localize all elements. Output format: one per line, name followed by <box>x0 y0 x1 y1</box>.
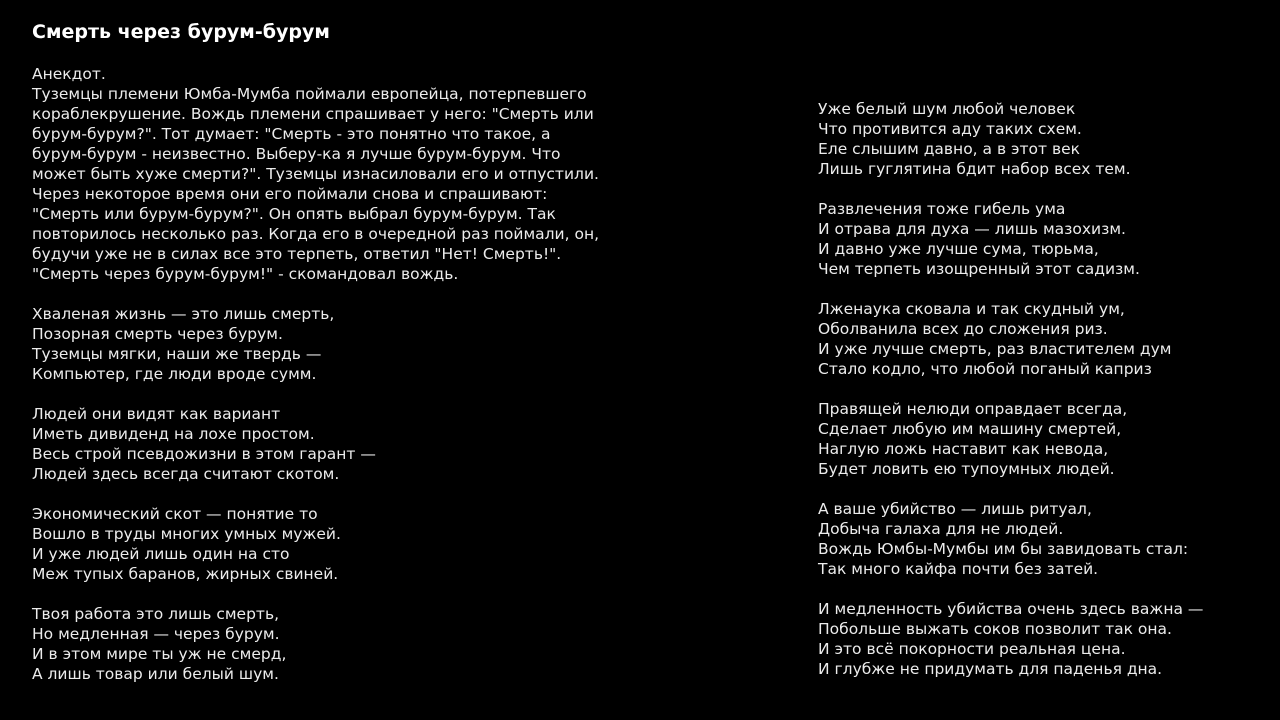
anecdote-line: может быть хуже смерти?". Туземцы изнасиловали его и отпустили. <box>32 165 599 183</box>
poem-stanza <box>818 399 1258 479</box>
poem-line: И отрава для духа — лишь мазохизм. <box>818 220 1126 238</box>
anecdote-line: кораблекрушение. Вождь племени спрашивает у него: "Смерть или <box>32 105 594 123</box>
poem-stanza <box>32 504 672 584</box>
poem-line: Будет ловить ею тупоумных людей. <box>818 460 1115 478</box>
poem-line: Сделает любую им машину смертей, <box>818 420 1122 438</box>
left-column <box>32 64 672 704</box>
poem-line: И уже людей лишь один на сто <box>32 545 290 563</box>
poem-line: Компьютер, где люди вроде сумм. <box>32 365 317 383</box>
poem-line: Экономический скот — понятие то <box>32 505 318 523</box>
poem-stanza <box>32 604 672 684</box>
page-title: Смерть через бурум-бурум <box>32 21 330 43</box>
poem-line: И глубже не придумать для паденья дна. <box>818 660 1163 678</box>
poem-stanza <box>32 404 672 484</box>
poem-line: Развлечения тоже гибель ума <box>818 200 1066 218</box>
anecdote-line: бурум-бурум?". Тот думает: "Смерть - это понятно что такое, а <box>32 125 551 143</box>
poem-stanza <box>818 599 1258 679</box>
poem-line: Еле слышим давно, а в этот век <box>818 140 1081 158</box>
right-column <box>818 99 1258 699</box>
poem-line: Туземцы мягки, наши же твердь — <box>32 345 322 363</box>
poem-line: Меж тупых баранов, жирных свиней. <box>32 565 339 583</box>
poem-line: Правящей нелюди оправдает всегда, <box>818 400 1128 418</box>
poem-line: И это всё покорности реальная цена. <box>818 640 1126 658</box>
poem-line: Лженаука сковала и так скудный ум, <box>818 300 1125 318</box>
poem-line: А лишь товар или белый шум. <box>32 665 279 683</box>
poem-stanza <box>818 199 1258 279</box>
anecdote-line: Туземцы племени Юмба-Мумба поймали европейца, потерпевшего <box>32 85 587 103</box>
anecdote-line: "Смерть или бурум-бурум?". Он опять выбрал бурум-бурум. Так <box>32 205 556 223</box>
anecdote-line: "Смерть через бурум-бурум!" - скомандовал вождь. <box>32 265 459 283</box>
poem-stanza <box>32 304 672 384</box>
poem-line: Так много кайфа почти без затей. <box>818 560 1099 578</box>
poem-line: И давно уже лучше сума, тюрьма, <box>818 240 1099 258</box>
poem-line: Чем терпеть изощренный этот садизм. <box>818 260 1140 278</box>
poem-line: Людей они видят как вариант <box>32 405 281 423</box>
poem-line: Позорная смерть через бурум. <box>32 325 283 343</box>
poem-stanza <box>818 299 1258 379</box>
poem-line: И медленность убийства очень здесь важна — <box>818 600 1204 618</box>
poem-line: Хваленая жизнь — это лишь смерть, <box>32 305 335 323</box>
anecdote-line: повторилось несколько раз. Когда его в очередной раз поймали, он, <box>32 225 600 243</box>
poem-line: Побольше выжать соков позволит так она. <box>818 620 1172 638</box>
poem-line: Что противится аду таких схем. <box>818 120 1082 138</box>
poem-line: Но медленная — через бурум. <box>32 625 280 643</box>
anecdote-line: Анекдот. <box>32 65 106 83</box>
poem-line: А ваше убийство — лишь ритуал, <box>818 500 1092 518</box>
poem-line: Добыча галаха для не людей. <box>818 520 1064 538</box>
poem-line: Лишь гуглятина бдит набор всех тем. <box>818 160 1131 178</box>
poem-stanza <box>818 99 1258 179</box>
anecdote-paragraph <box>32 64 672 284</box>
anecdote-line: Через некоторое время они его поймали снова и спрашивают: <box>32 185 548 203</box>
poem-stanza <box>818 499 1258 579</box>
poem-line: Твоя работа это лишь смерть, <box>32 605 280 623</box>
poem-line: И уже лучше смерть, раз властителем дум <box>818 340 1172 358</box>
poem-line: Оболванила всех до сложения риз. <box>818 320 1108 338</box>
poem-line: И в этом мире ты уж не смерд, <box>32 645 287 663</box>
poem-line: Весь строй псевдожизни в этом гарант — <box>32 445 376 463</box>
poem-line: Наглую ложь наставит как невода, <box>818 440 1109 458</box>
poem-line: Стало кодло, что любой поганый каприз <box>818 360 1152 378</box>
poem-line: Вождь Юмбы-Мумбы им бы завидовать стал: <box>818 540 1189 558</box>
poem-line: Людей здесь всегда считают скотом. <box>32 465 340 483</box>
poem-line: Уже белый шум любой человек <box>818 100 1076 118</box>
anecdote-line: будучи уже не в силах все это терпеть, ответил "Нет! Смерть!". <box>32 245 562 263</box>
anecdote-line: бурум-бурум - неизвестно. Выберу-ка я лучше бурум-бурум. Что <box>32 145 561 163</box>
poem-line: Вошло в труды многих умных мужей. <box>32 525 341 543</box>
poem-line: Иметь дивиденд на лохе простом. <box>32 425 315 443</box>
